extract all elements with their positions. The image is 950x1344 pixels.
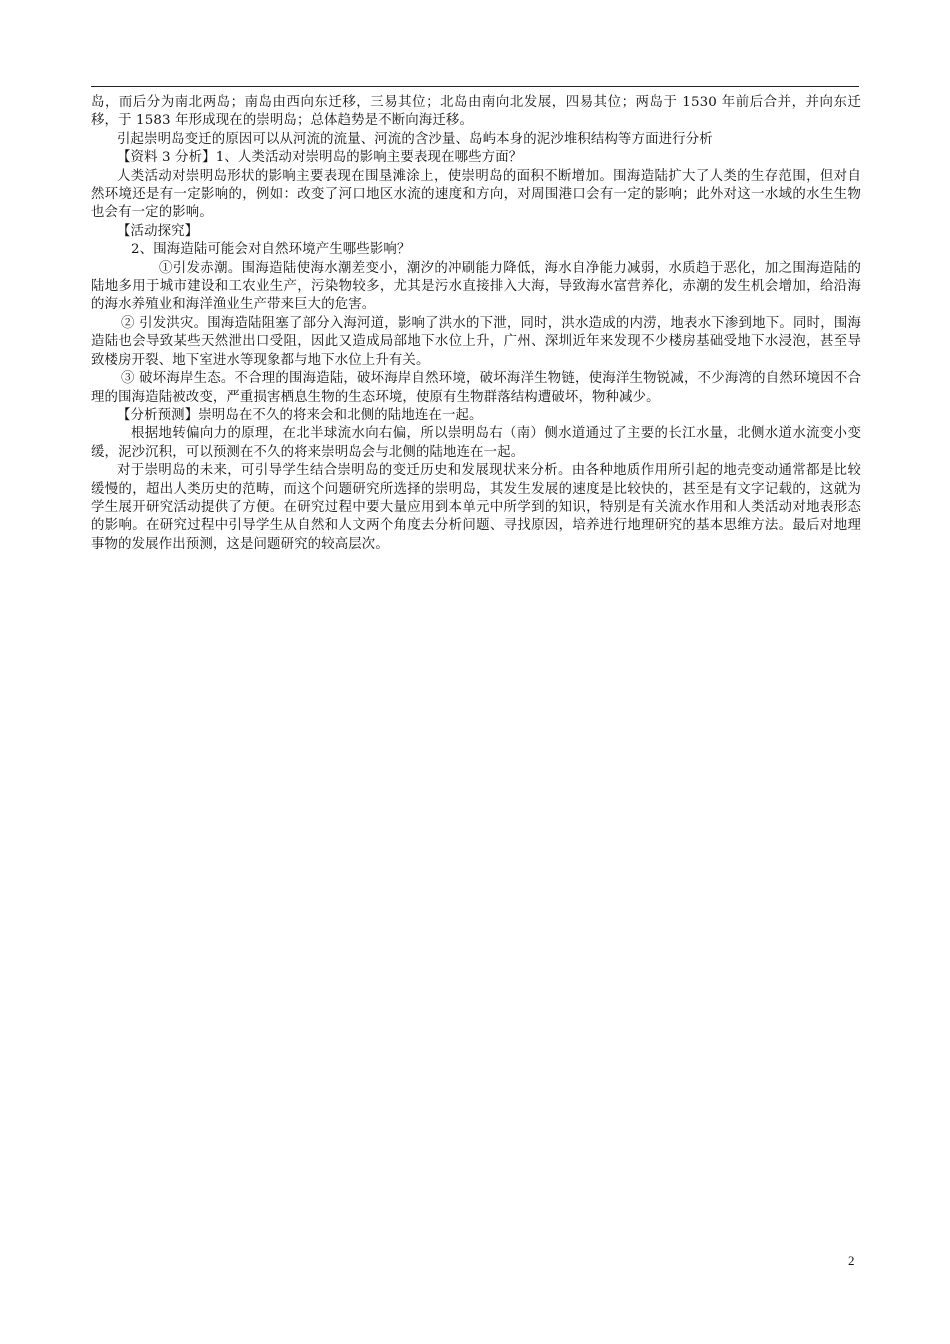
- page-number: 2: [848, 1253, 855, 1268]
- paragraph-teaching-notes: 对于崇明岛的未来，可引导学生结合崇明岛的变迁历史和发展现状来分析。由各种地质作用所引起的地壳变动通常都是比较缓慢的，超出人类历史的范畴，而这个问题研究所选择的崇明岛，其发生发展的速度是比较快的，甚至是有文字记载的，这就为学生展开研究活动提供了方便。在研究过程中要大量应用到本单元中所学到的知识，特别是有关流水作用和人类活动对地表形态的影响。在研究过程中引导学生从自然和人文两个角度去分析问题、寻找原因，培养进行地理研究的基本思维方法。最后对地理事物的发展作出预测，这是问题研究的较高层次。: [91, 463, 861, 552]
- paragraph-coastal-ecology: ③ 破坏海岸生态。不合理的围海造陆，破坏海岸自然环境，破坏海洋生物链，使海洋生物锐减，不少海湾的自然环境因不合理的围海造陆被改变，严重损害栖息生物的生态环境，使原有生物群落结构遭破坏，物种减少。: [91, 371, 861, 405]
- header-rule: [91, 86, 859, 87]
- paragraph-change-causes: 引起崇明岛变迁的原因可以从河流的流量、河流的含沙量、岛屿本身的泥沙堆积结构等方面进行分析: [117, 131, 713, 147]
- paragraph-coriolis-explanation: 根据地转偏向力的原理，在北半球流水向右偏，所以崇明岛右（南）侧水道通过了主要的长江水量，北侧水道水流变小变缓，泥沙沉积，可以预测在不久的将来崇明岛会与北侧的陆地连在一起。: [91, 426, 861, 460]
- document-body: [91, 94, 861, 554]
- question-reclamation-impact: 2、围海造陆可能会对自然环境产生哪些影响？: [131, 242, 411, 258]
- paragraph-island-migration: 岛，而后分为南北两岛；南岛由西向东迁移，三易其位；北岛由南向北发展，四易其位；两岛于 1530 年前后合并，并向东迁移，于 1583 年形成现在的崇明岛；总体趋势是不断向海迁移。: [91, 95, 861, 129]
- heading-analysis-prediction: 【分析预测】崇明岛在不久的将来会和北侧的陆地连在一起。: [117, 407, 483, 423]
- heading-material-3-analysis: 【资料 3 分析】1、人类活动对崇明岛的影响主要表现在哪些方面？: [117, 150, 523, 166]
- paragraph-red-tide: ①引发赤潮。围海造陆使海水潮差变小，潮汐的冲刷能力降低，海水自净能力减弱，水质趋于恶化，加之围海造陆的陆地多用于城市建设和工农业生产，污染物较多，尤其是污水直接排入大海，导致海水富营养化，赤潮的发生机会增加，给沿海的海水养殖业和海洋渔业生产带来巨大的危害。: [91, 260, 861, 313]
- paragraph-flood: ② 引发洪灾。围海造陆阻塞了部分入海河道，影响了洪水的下泄，同时，洪水造成的内涝，地表水下渗到地下。同时，围海造陆也会导致某些天然泄出口受阻，因此又造成局部地下水位上升，广州、深圳近年来发现不少楼房基础受地下水浸泡，甚至导致楼房开裂、地下室进水等现象都与地下水位上升有关。: [91, 315, 861, 368]
- heading-activity-inquiry: 【活动探究】: [117, 223, 199, 239]
- paragraph-human-impact: 人类活动对崇明岛形状的影响主要表现在围垦滩涂上，使崇明岛的面积不断增加。围海造陆扩大了人类的生存范围，但对自然环境还是有一定影响的，例如：改变了河口地区水流的速度和方向，对周围港口会有一定的影响；此外对这一水域的水生生物也会有一定的影响。: [91, 168, 861, 221]
